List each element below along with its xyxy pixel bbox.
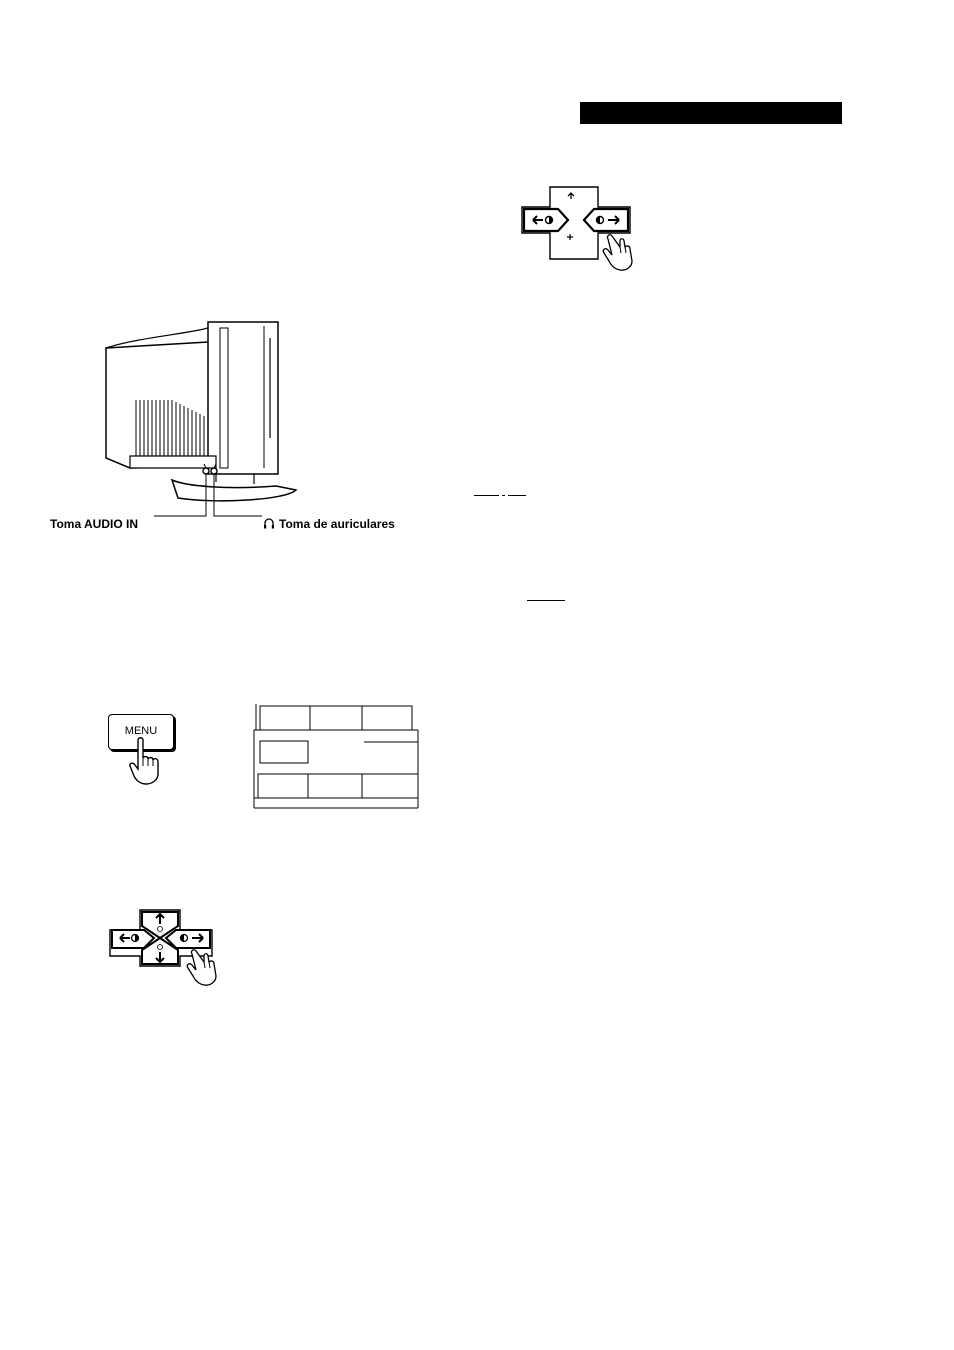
underline-mark — [508, 495, 526, 496]
underline-mark — [502, 495, 505, 496]
pointing-hand-icon — [603, 235, 632, 270]
control-pad-top — [518, 185, 648, 275]
menu-button-label: MENU — [124, 725, 158, 737]
onscreen-menu-grid — [252, 704, 422, 812]
headphones-label: Toma de auriculares — [279, 517, 395, 531]
right-button — [584, 209, 628, 231]
control-pad-bottom — [106, 908, 236, 998]
underline-mark — [474, 495, 499, 496]
audio-in-label: Toma AUDIO IN — [50, 517, 139, 531]
underline-mark — [527, 600, 565, 601]
monitor-side-illustration — [96, 318, 406, 518]
headphone-icon — [262, 515, 276, 531]
pointing-hand-icon — [126, 738, 166, 786]
section-header-bar — [580, 102, 842, 124]
